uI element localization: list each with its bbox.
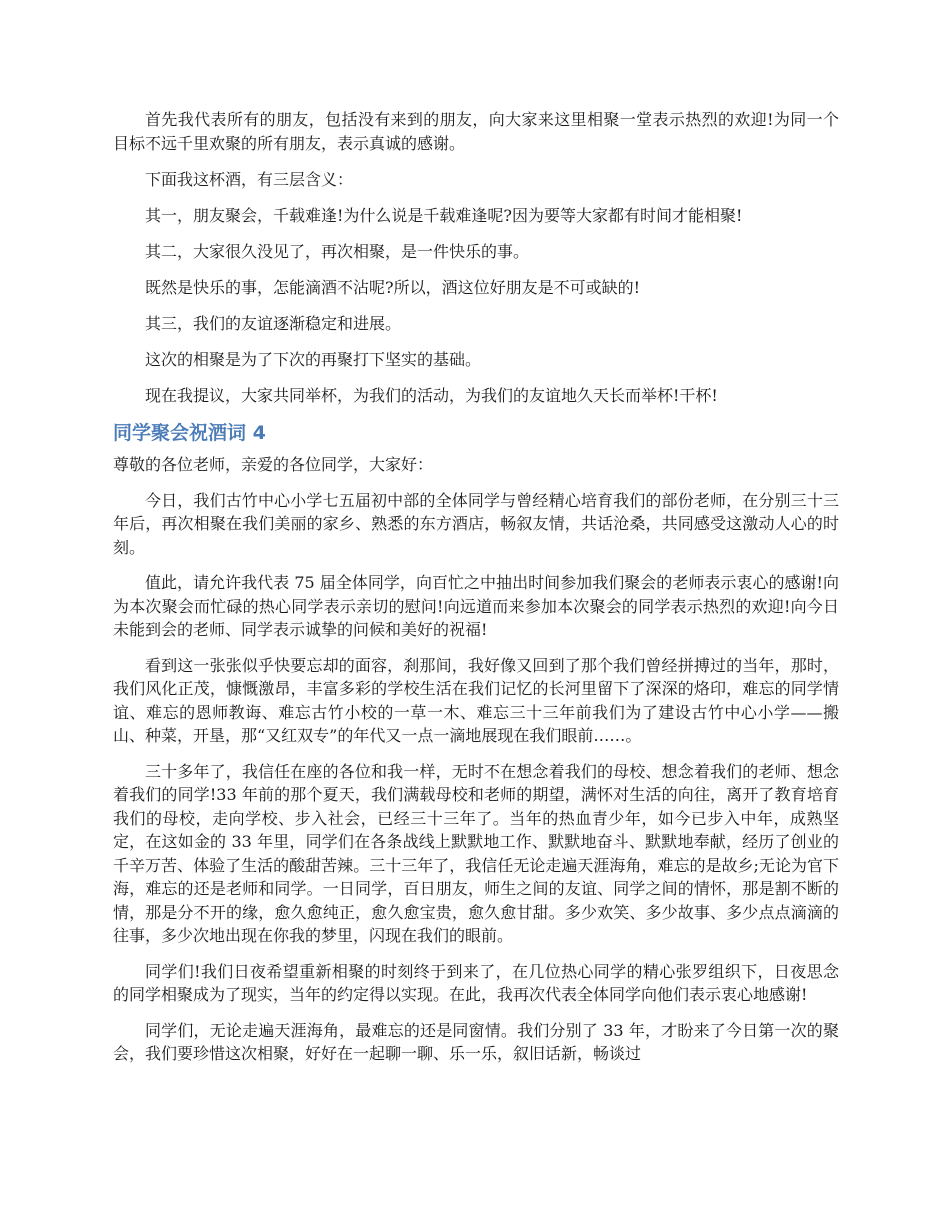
section-heading: 同学聚会祝酒词 4	[113, 421, 266, 444]
paragraph: 看到这一张张似乎快要忘却的面容，刹那间，我好像又回到了那个我们曾经拼搏过的当年，那时，我们风化正茂，慷慨激昂，丰富多彩的学校生活在我们记忆的长河里留下了深深的烙印，难忘的同学情谊、难忘的恩师教诲、难忘古竹小校的一草一木、难忘三十三年前我们为了建设古竹中心小学——搬山、种菜，开垦，那“又红双专”的年代又一点一滴地展现在我们眼前……。	[113, 655, 839, 745]
paragraph: 现在我提议，大家共同举杯，为我们的活动，为我们的友谊地久天长而举杯!干杯!	[145, 385, 718, 405]
paragraph: 其二，大家很久没见了，再次相聚，是一件快乐的事。	[145, 241, 530, 261]
paragraph: 值此，请允许我代表 75 届全体同学，向百忙之中抽出时间参加我们聚会的老师表示衷心的感谢!向为本次聚会而忙碌的热心同学表示亲切的慰问!向远道而来参加本次聚会的同学表示热烈的欢迎!向今日未能到会的老师、同学表示诚挚的问候和美好的祝福!	[113, 573, 839, 639]
paragraph: 其三，我们的友谊逐渐稳定和进展。	[145, 313, 402, 333]
paragraph: 其一，朋友聚会，千载难逢!为什么说是千载难逢呢?因为要等大家都有时间才能相聚!	[145, 205, 743, 225]
paragraph: 这次的相聚是为了下次的再聚打下坚实的基础。	[145, 349, 482, 369]
paragraph: 下面我这杯酒，有三层含义：	[145, 169, 354, 189]
paragraph: 三十多年了，我信任在座的各位和我一样，无时不在想念着我们的母校、想念着我们的老师、想念着我们的同学!33 年前的那个夏天，我们满载母校和老师的期望，满怀对生活的向往，离开了教育培育我们的母校，走向学校、步入社会，已经三十三年了。当年的热血青少年，如今已步入中年，成熟坚定，在这如金的 33 年里，同学们在各条战线上默默地工作、默默地奋斗、默默地奉献，经历了创业的千辛万苦、体验了生活的酸甜苦辣。三十三年了，我信任无论走遍天涯海角，难忘的是故乡;无论为官下海，难忘的还是老师和同学。一日同学，百日朋友，师生之间的友谊、同学之间的情怀，那是割不断的情，那是分不开的缘，愈久愈纯正，愈久愈宝贵，愈久愈甘甜。多少欢笑、多少故事、多少点点滴滴的往事，多少次地出现在你我的梦里，闪现在我们的眼前。	[113, 761, 839, 945]
greeting: 尊敬的各位老师，亲爱的各位同学，大家好：	[113, 454, 434, 474]
paragraph: 既然是快乐的事，怎能滴酒不沾呢?所以，酒这位好朋友是不可或缺的!	[145, 277, 641, 297]
paragraph: 同学们，无论走遍天涯海角，最难忘的还是同窗情。我们分别了 33 年，才盼来了今日第一次的聚会，我们要珍惜这次相聚，好好在一起聊一聊、乐一乐，叙旧话新，畅谈过	[113, 1020, 839, 1063]
document-page	[113, 108, 839, 1078]
paragraph: 首先我代表所有的朋友，包括没有来到的朋友，向大家来这里相聚一堂表示热烈的欢迎!为同一个目标不远千里欢聚的所有朋友，表示真诚的感谢。	[113, 110, 839, 153]
paragraph: 同学们!我们日夜希望重新相聚的时刻终于到来了，在几位热心同学的精心张罗组织下，日夜思念的同学相聚成为了现实，当年的约定得以实现。在此，我再次代表全体同学向他们表示衷心地感谢!	[113, 961, 839, 1004]
paragraph: 今日，我们古竹中心小学七五届初中部的全体同学与曾经精心培育我们的部份老师，在分别三十三年后，再次相聚在我们美丽的家乡、熟悉的东方酒店，畅叙友情，共话沧桑，共同感受这激动人心的时刻。	[113, 490, 839, 557]
